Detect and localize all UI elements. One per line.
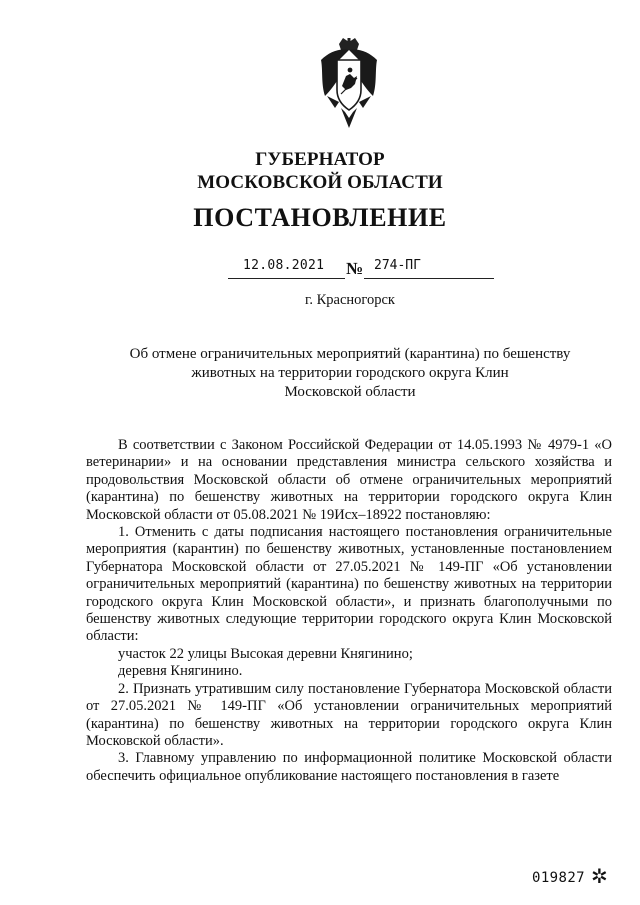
number-underline bbox=[364, 278, 494, 279]
clause-3: 3. Главному управлению по информационной политике Московской области обеспечить официальное опубликование настоящего постановления в газете bbox=[86, 750, 612, 784]
issue-city: г. Красногорск bbox=[305, 292, 395, 308]
clause-1-item-1: участок 22 улицы Высокая деревни Княгинино; bbox=[118, 645, 413, 662]
document-subject bbox=[110, 345, 590, 402]
document-type: ПОСТАНОВЛЕНИЕ bbox=[193, 203, 447, 232]
clause-1: 1. Отменить с даты подписания настоящего постановления ограничительные мероприятия (карантин) по бешенству животных, установленные постановлением Губернатора Московской области от 27.05.2021 № 149-ПГ «Об установлении ограничительных мероприятий (карантина) по бешенству животных на территории городского округа Клин Московской области», и признать благополучными по бешенству животных следующие территории городского округа Клин Московской области: bbox=[86, 524, 612, 645]
coat-of-arms-icon bbox=[317, 38, 381, 130]
issuer-line2: МОСКОВСКОЙ ОБЛАСТИ bbox=[197, 172, 443, 193]
preamble-paragraph: В соответствии с Законом Российской Федерации от 14.05.1993 № 4979-1 «О ветеринарии» и на основании представления министра сельского хозяйства и продовольствия Московской области об отмене ограничительных мероприятий (карантина) по бешенству животных на территории городского округа Клин Московской области от 05.08.2021 № 19Исх–18922 постановляю: bbox=[86, 437, 612, 523]
date-underline bbox=[228, 278, 345, 279]
subject-line1: Об отмене ограничительных мероприятий (карантина) по бешенству bbox=[129, 346, 571, 362]
issuer-title bbox=[0, 148, 640, 194]
clause-2: 2. Признать утратившим силу постановление Губернатора Московской области от 27.05.2021 № 149-ПГ «Об установлении ограничительных мероприятий (карантина) по бешенству животных на территории городского округа Клин Московской области». bbox=[86, 680, 612, 749]
number-sign: № bbox=[346, 259, 364, 278]
document-number: 274-ПГ bbox=[374, 258, 421, 273]
subject-line3: Московской области bbox=[284, 384, 416, 400]
asterisk-mark-icon: ✲ bbox=[591, 864, 608, 888]
serial-number: 019827 bbox=[532, 870, 585, 886]
issuer-line1: ГУБЕРНАТОР bbox=[255, 149, 385, 170]
clause-1-item-2: деревня Княгинино. bbox=[118, 663, 243, 680]
document-date: 12.08.2021 bbox=[243, 258, 325, 273]
subject-line2: животных на территории городского округа Клин bbox=[191, 365, 509, 381]
document-body bbox=[86, 437, 612, 785]
